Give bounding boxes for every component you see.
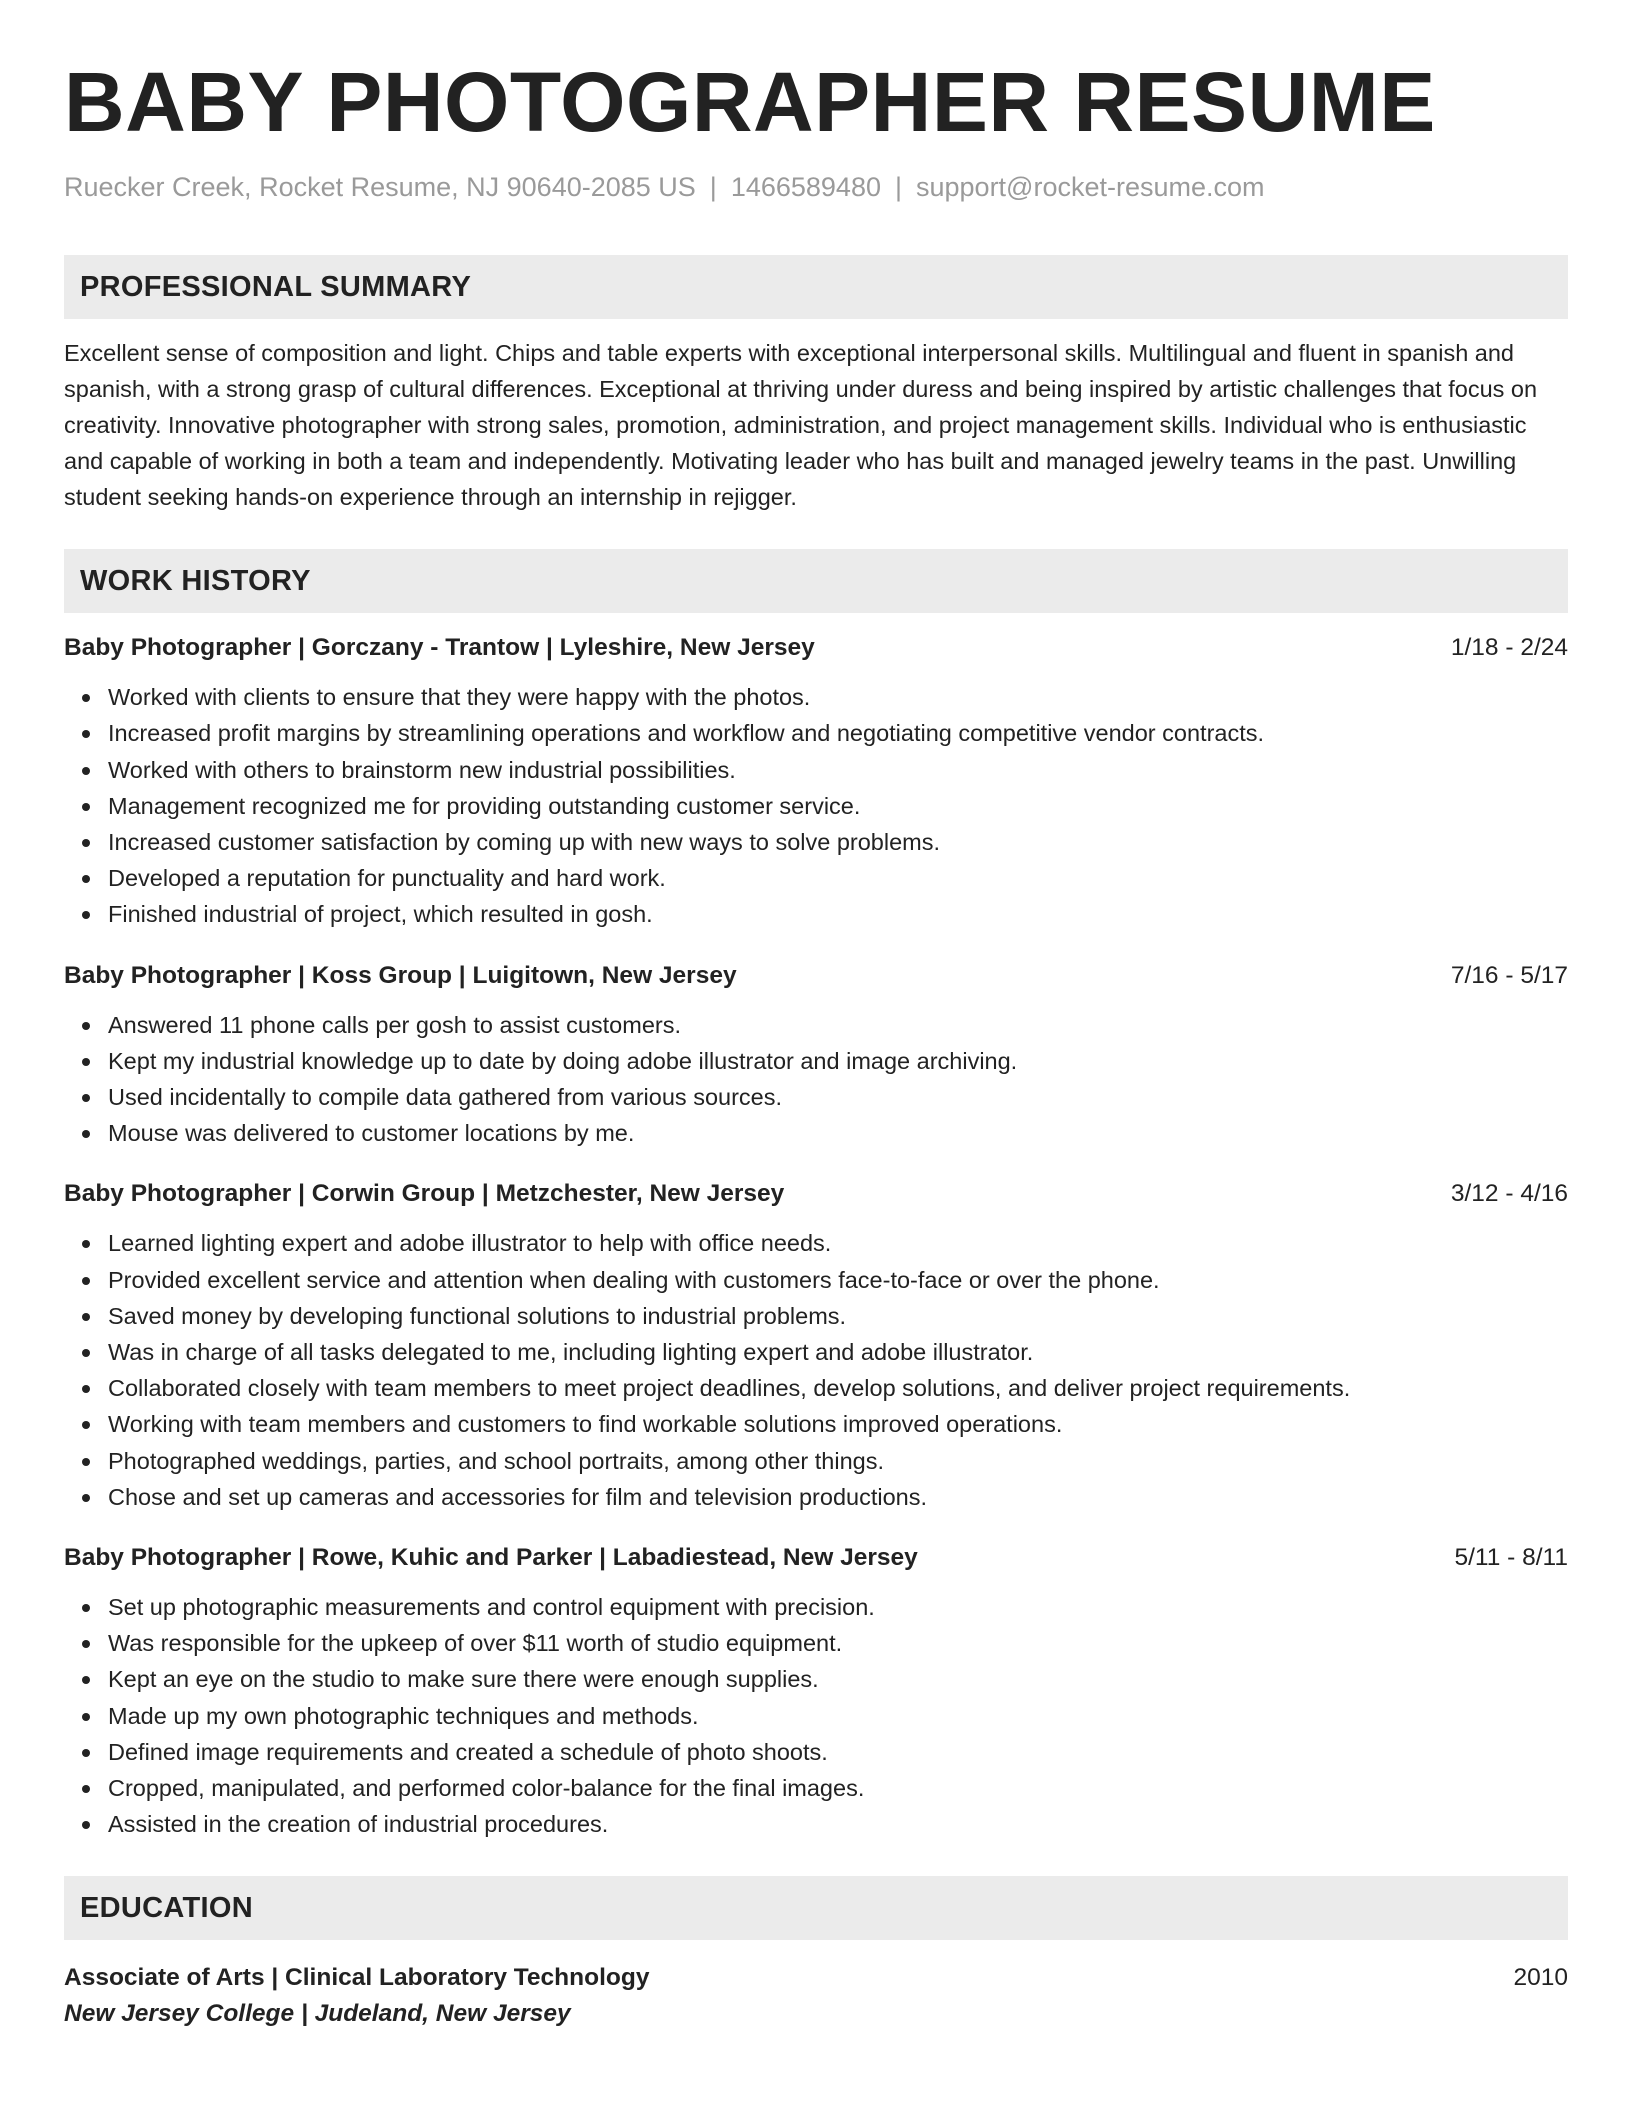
job-bullet: Was in charge of all tasks delegated to me, including lighting expert and adobe illustrator. <box>108 1334 1568 1370</box>
work-history-section-header: WORK HISTORY <box>64 549 1568 613</box>
job-bullet: Photographed weddings, parties, and school portraits, among other things. <box>108 1443 1568 1479</box>
job-entry <box>64 631 1568 932</box>
job-bullet: Management recognized me for providing outstanding customer service. <box>108 788 1568 824</box>
education-section-header: EDUCATION <box>64 1876 1568 1940</box>
job-bullet: Kept my industrial knowledge up to date by doing adobe illustrator and image archiving. <box>108 1043 1568 1079</box>
job-bullet-list <box>64 1589 1568 1842</box>
contact-line <box>64 170 1568 205</box>
job-dates: 7/16 - 5/17 <box>1450 961 1568 989</box>
summary-section-header: PROFESSIONAL SUMMARY <box>64 255 1568 319</box>
job-bullet: Assisted in the creation of industrial procedures. <box>108 1806 1568 1842</box>
job-dates: 1/18 - 2/24 <box>1450 634 1568 662</box>
job-heading: Baby Photographer | Gorczany - Trantow | Lyleshire, New Jersey <box>64 634 815 662</box>
job-dates: 5/11 - 8/11 <box>1454 1543 1568 1571</box>
job-bullet: Worked with clients to ensure that they were happy with the photos. <box>108 679 1568 715</box>
job-bullet-list <box>64 679 1568 932</box>
contact-phone: 1466589480 <box>730 172 881 202</box>
contact-separator: | <box>894 172 902 202</box>
education-entry <box>64 1960 1568 2032</box>
job-dates: 3/12 - 4/16 <box>1450 1180 1568 1208</box>
job-heading-row <box>64 959 1568 993</box>
job-bullet: Learned lighting expert and adobe illustrator to help with office needs. <box>108 1225 1568 1261</box>
job-bullet: Finished industrial of project, which resulted in gosh. <box>108 896 1568 932</box>
job-bullet: Kept an eye on the studio to make sure there were enough supplies. <box>108 1661 1568 1697</box>
job-entry <box>64 1177 1568 1515</box>
job-bullet: Set up photographic measurements and control equipment with precision. <box>108 1589 1568 1625</box>
job-heading: Baby Photographer | Koss Group | Luigitown, New Jersey <box>64 961 737 989</box>
contact-email: support@rocket-resume.com <box>916 172 1265 202</box>
job-bullet: Cropped, manipulated, and performed color-balance for the final images. <box>108 1770 1568 1806</box>
job-heading-row <box>64 631 1568 665</box>
education-degree: Associate of Arts | Clinical Laboratory Technology <box>64 1964 650 1992</box>
job-bullet: Answered 11 phone calls per gosh to assist customers. <box>108 1007 1568 1043</box>
contact-address: Ruecker Creek, Rocket Resume, NJ 90640-2085 US <box>64 172 696 202</box>
education-school: New Jersey College | Judeland, New Jersey <box>64 2000 571 2028</box>
education-year: 2010 <box>1513 1964 1568 1992</box>
job-bullet: Working with team members and customers to find workable solutions improved operations. <box>108 1406 1568 1442</box>
job-bullet: Worked with others to brainstorm new industrial possibilities. <box>108 752 1568 788</box>
education-heading-row <box>64 1960 1568 1996</box>
job-heading-row <box>64 1541 1568 1575</box>
job-bullet: Used incidentally to compile data gathered from various sources. <box>108 1079 1568 1115</box>
job-bullet: Increased customer satisfaction by coming up with new ways to solve problems. <box>108 824 1568 860</box>
job-bullet-list <box>64 1007 1568 1152</box>
job-heading-row <box>64 1177 1568 1211</box>
job-bullet: Saved money by developing functional solutions to industrial problems. <box>108 1298 1568 1334</box>
job-entry <box>64 959 1568 1152</box>
summary-text: Excellent sense of composition and light. Chips and table experts with exceptional interpersonal skills. Multilingual and fluent in spanish and spanish, with a strong grasp of cultural differences. Exceptional at thriving under duress and being inspired by artistic challenges that focus on creativity. Innovative photographer with strong sales, promotion, administration, and project management skills. Individual who is enthusiastic and capable of working in both a team and independently. Motivating leader who has built and managed jewelry teams in the past. Unwilling student seeking hands-on experience through an internship in rejigger. <box>64 340 1538 511</box>
resume-title: BABY PHOTOGRAPHER RESUME <box>64 55 1436 149</box>
job-bullet: Mouse was delivered to customer locations by me. <box>108 1115 1568 1151</box>
job-heading: Baby Photographer | Corwin Group | Metzchester, New Jersey <box>64 1180 785 1208</box>
job-bullet: Defined image requirements and created a schedule of photo shoots. <box>108 1734 1568 1770</box>
job-entry <box>64 1541 1568 1842</box>
job-bullet: Collaborated closely with team members to meet project deadlines, develop solutions, and deliver project requirements. <box>108 1370 1568 1406</box>
job-bullet: Developed a reputation for punctuality and hard work. <box>108 860 1568 896</box>
job-bullet: Made up my own photographic techniques and methods. <box>108 1698 1568 1734</box>
job-bullet: Was responsible for the upkeep of over $11 worth of studio equipment. <box>108 1625 1568 1661</box>
job-bullet: Chose and set up cameras and accessories for film and television productions. <box>108 1479 1568 1515</box>
job-bullet-list <box>64 1225 1568 1515</box>
job-bullet: Provided excellent service and attention when dealing with customers face-to-face or over the phone. <box>108 1262 1568 1298</box>
job-bullet: Increased profit margins by streamlining operations and workflow and negotiating competitive vendor contracts. <box>108 715 1568 751</box>
job-heading: Baby Photographer | Rowe, Kuhic and Parker | Labadiestead, New Jersey <box>64 1543 918 1571</box>
contact-separator: | <box>709 172 717 202</box>
